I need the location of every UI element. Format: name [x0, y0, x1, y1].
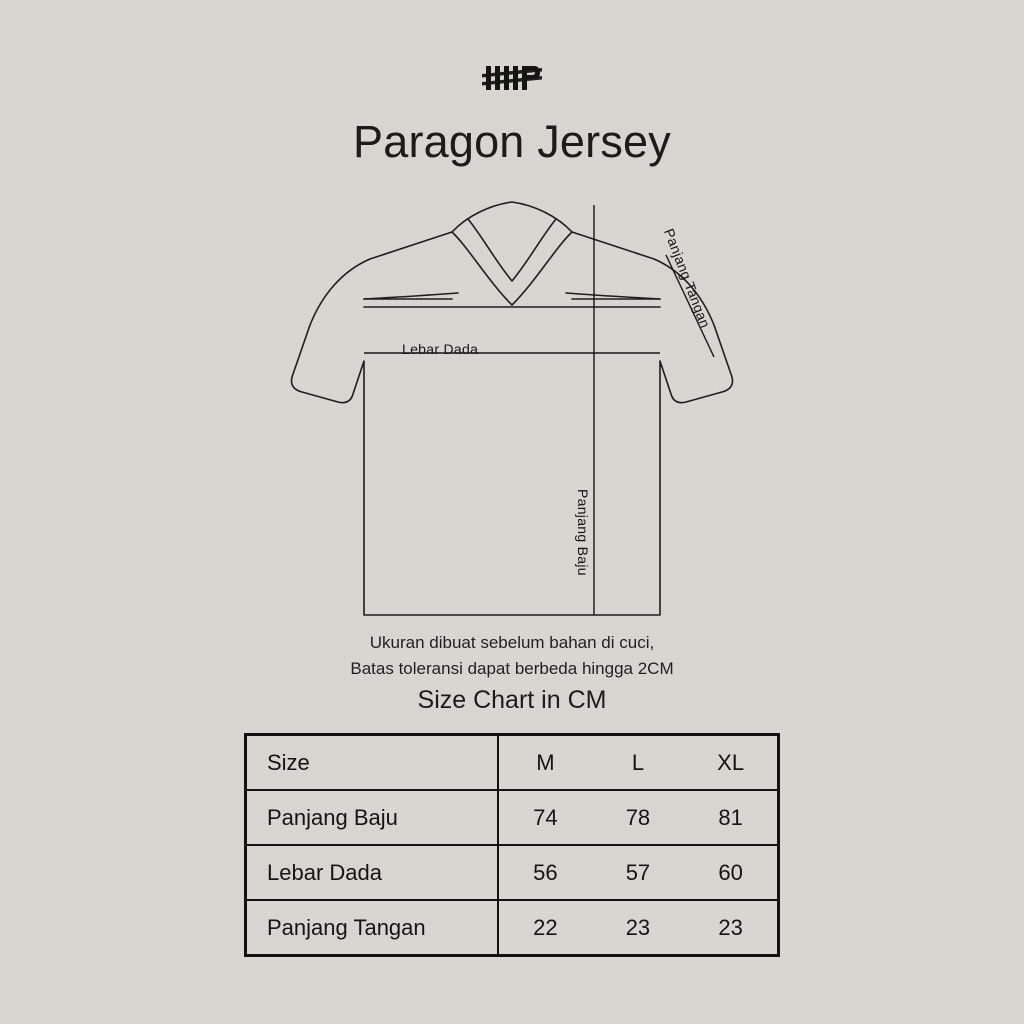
page-title: Paragon Jersey: [353, 116, 671, 167]
table-header-l: L: [592, 735, 685, 791]
row-panjang-baju-xl: 81: [684, 790, 778, 845]
table-header-size: Size: [246, 735, 499, 791]
jersey-measurement-diagram: [262, 185, 762, 625]
size-chart-table: [244, 733, 780, 957]
label-chest-width: Lebar Dada: [402, 341, 479, 357]
row-panjang-tangan-m: 22: [533, 914, 558, 940]
row-label-panjang-tangan: Panjang Tangan: [246, 900, 499, 956]
row-panjang-tangan-xl: 23: [718, 914, 743, 940]
row-lebar-dada-m: 56: [498, 845, 592, 900]
table-header-m: M: [498, 735, 592, 791]
row-lebar-dada-l: 57: [592, 845, 685, 900]
row-panjang-baju-l: 78: [592, 790, 685, 845]
label-body-length: Panjang Baju: [575, 489, 591, 576]
table-row: [246, 845, 779, 900]
row-label-panjang-baju: Panjang Baju: [246, 790, 499, 845]
brand-logo: [0, 62, 1024, 101]
label-sleeve-length: Panjang Tangan: [661, 226, 714, 331]
row-panjang-tangan-l: 23: [625, 914, 651, 940]
table-header-xl: XL: [684, 735, 778, 791]
row-lebar-dada-xl: 60: [684, 845, 778, 900]
size-chart-subtitle: Size Chart in CM: [417, 686, 607, 714]
row-label-lebar-dada: Lebar Dada: [246, 845, 499, 900]
table-row-header: [246, 735, 779, 791]
note-line-1: Ukuran dibuat sebelum bahan di cuci,: [369, 633, 655, 652]
table-row: [246, 900, 779, 956]
note-line-2: Batas toleransi dapat berbeda hingga 2CM: [350, 659, 674, 678]
row-panjang-baju-m: 74: [498, 790, 592, 845]
table-row: [246, 790, 779, 845]
measurement-notes: [0, 630, 1024, 682]
